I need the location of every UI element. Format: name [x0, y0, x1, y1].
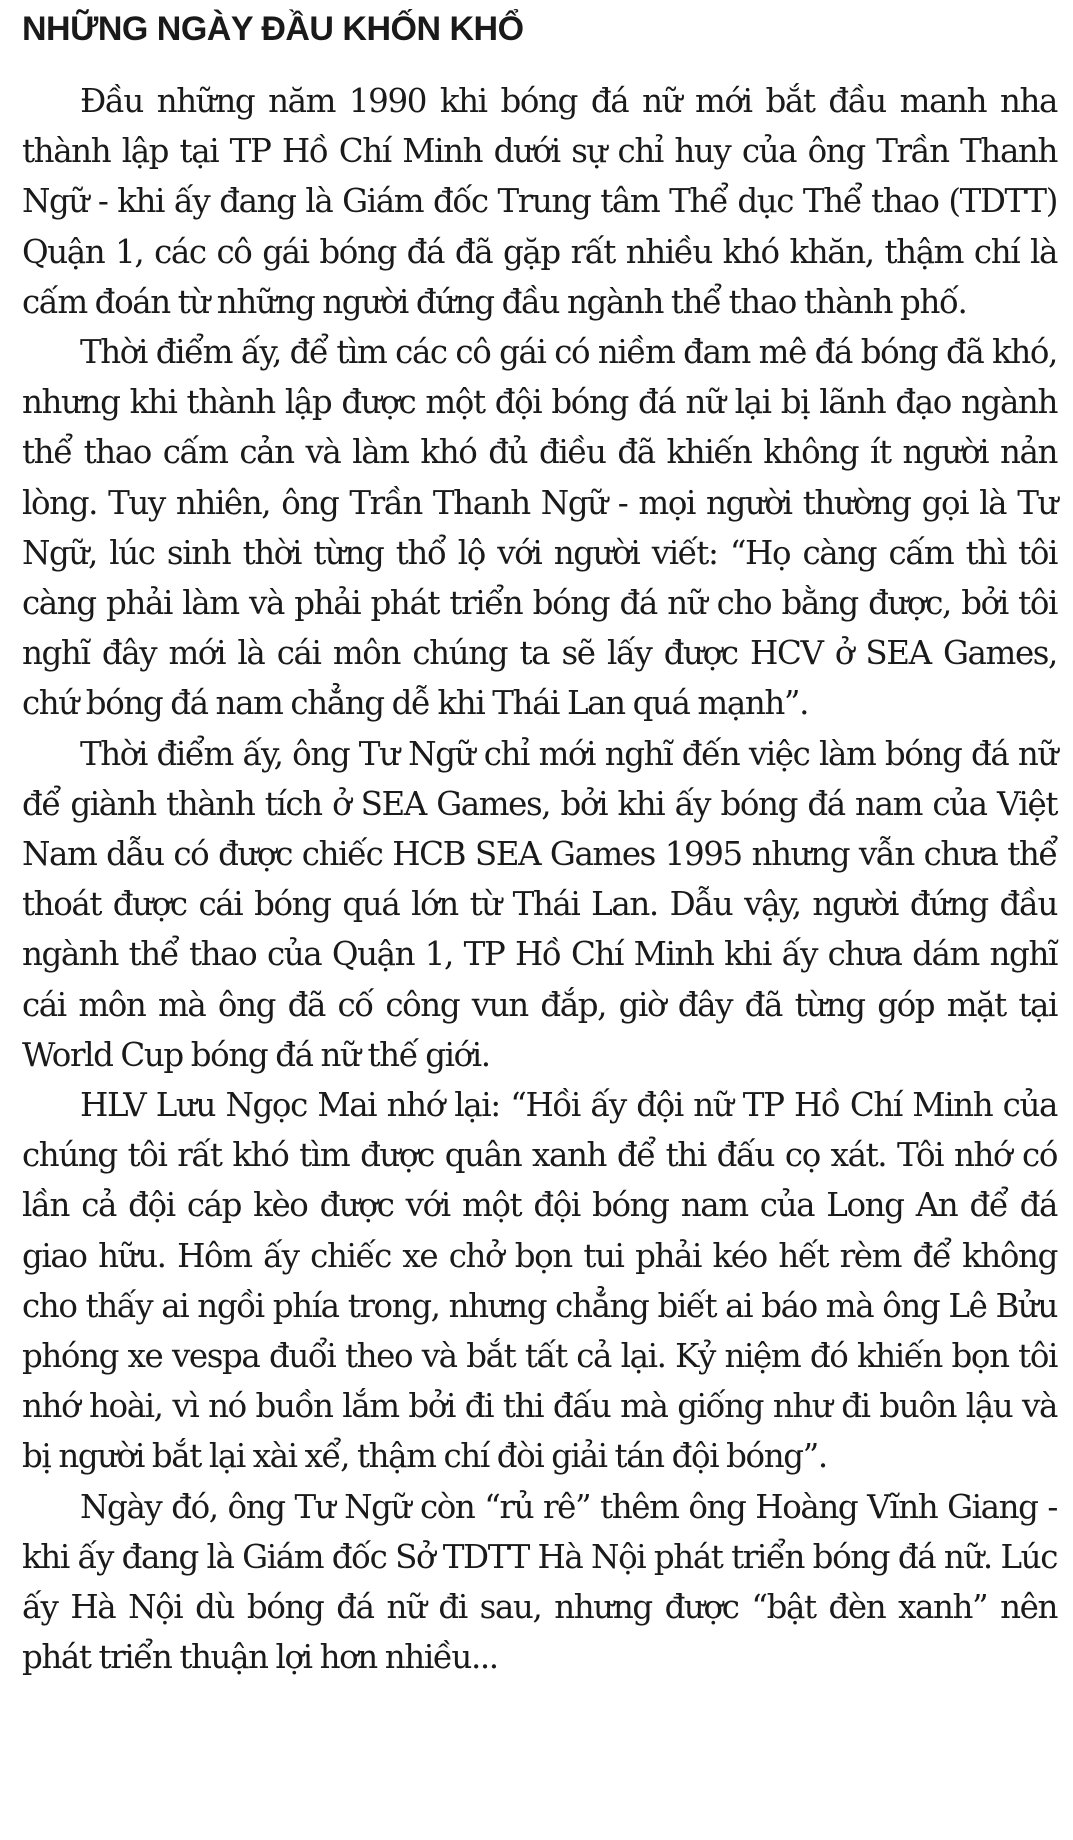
article [22, 8, 1057, 1683]
paragraph-5: Ngày đó, ông Tư Ngữ còn “rủ rê” thêm ông Hoàng Vĩnh Giang - khi ấy đang là Giám đốc Sở TDTT Hà Nội phát triển bóng đá nữ. Lúc ấy Hà Nội dù bóng đá nữ đi sau, nhưng được “bật đèn xanh” nên phát triển thuận lợi hơn nhiều... [22, 1487, 1057, 1677]
paragraph-1: Đầu những năm 1990 khi bóng đá nữ mới bắt đầu manh nha thành lập tại TP Hồ Chí Minh dưới sự chỉ huy của ông Trần Thanh Ngữ - khi ấy đang là Giám đốc Trung tâm Thể dục Thể thao (TDTT) Quận 1, các cô gái bóng đá đã gặp rất nhiều khó khăn, thậm chí là cấm đoán từ những người đứng đầu ngành thể thao thành phố. [22, 82, 1057, 321]
paragraph-2: Thời điểm ấy, để tìm các cô gái có niềm đam mê đá bóng đã khó, nhưng khi thành lập được một đội bóng đá nữ lại bị lãnh đạo ngành thể thao cấm cản và làm khó đủ điều đã khiến không ít người nản lòng. Tuy nhiên, ông Trần Thanh Ngữ - mọi người thường gọi là Tư Ngữ, lúc sinh thời từng thổ lộ với người viết: “Họ càng cấm thì tôi càng phải làm và phải phát triển bóng đá nữ cho bằng được, bởi tôi nghĩ đây mới là cái môn chúng ta sẽ lấy được HCV ở SEA Games, chứ bóng đá nam chẳng dễ khi Thái Lan quá mạnh”. [22, 333, 1057, 723]
paragraph-4: HLV Lưu Ngọc Mai nhớ lại: “Hồi ấy đội nữ TP Hồ Chí Minh của chúng tôi rất khó tìm được quân xanh để thi đấu cọ xát. Tôi nhớ có lần cả đội cáp kèo được với một đội bóng nam của Long An để đá giao hữu. Hôm ấy chiếc xe chở bọn tui phải kéo hết rèm để không cho thấy ai ngồi phía trong, nhưng chẳng biết ai báo mà ông Lê Bửu phóng xe vespa đuổi theo và bắt tất cả lại. Kỷ niệm đó khiến bọn tôi nhớ hoài, vì nó buồn lắm bởi đi thi đấu mà giống như đi buôn lậu và bị người bắt lại xài xể, thậm chí đòi giải tán đội bóng”. [22, 1086, 1057, 1476]
article-heading: NHỮNG NGÀY ĐẦU KHỐN KHỔ [22, 10, 524, 48]
paragraph-3: Thời điểm ấy, ông Tư Ngữ chỉ mới nghĩ đến việc làm bóng đá nữ để giành thành tích ở SEA Games, bởi khi ấy bóng đá nam của Việt Nam dẫu có được chiếc HCB SEA Games 1995 nhưng vẫn chưa thể thoát được cái bóng quá lớn từ Thái Lan. Dẫu vậy, người đứng đầu ngành thể thao của Quận 1, TP Hồ Chí Minh khi ấy chưa dám nghĩ cái môn mà ông đã cố công vun đắp, giờ đây đã từng góp mặt tại World Cup bóng đá nữ thế giới. [22, 734, 1057, 1074]
